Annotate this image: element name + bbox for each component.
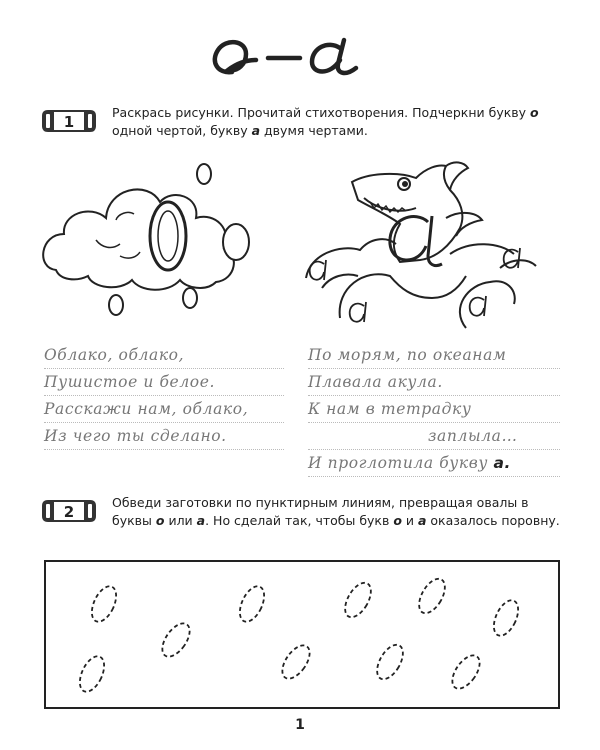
poem-line: заплыла… bbox=[308, 423, 560, 450]
title-letter-a bbox=[312, 40, 356, 73]
letter-a: а bbox=[251, 123, 261, 138]
page-number: 1 bbox=[295, 717, 305, 733]
wave bbox=[306, 239, 396, 278]
letter-o: о bbox=[155, 513, 165, 528]
poem-line: Облако, облако, bbox=[44, 342, 284, 369]
dashed-oval[interactable] bbox=[157, 619, 195, 662]
dashed-oval[interactable] bbox=[414, 575, 450, 618]
poem-shark bbox=[308, 342, 560, 477]
letter-a: а. bbox=[493, 454, 512, 472]
small-letter-a bbox=[470, 296, 486, 316]
dashed-oval[interactable] bbox=[489, 597, 523, 640]
task-2-badge bbox=[40, 498, 98, 524]
letter-o: о bbox=[530, 105, 539, 120]
big-letter-a bbox=[390, 216, 442, 266]
dashed-oval[interactable] bbox=[447, 651, 485, 694]
poem-line: К нам в тетрадку bbox=[308, 396, 560, 423]
small-letter-a bbox=[310, 260, 326, 280]
poem-line: По морям, по океанам bbox=[308, 342, 560, 369]
bubble bbox=[109, 295, 123, 315]
dashed-oval[interactable] bbox=[340, 579, 376, 622]
letter-a: а bbox=[196, 513, 206, 528]
shark-fin bbox=[446, 162, 468, 190]
task-1-number: 1 bbox=[63, 113, 75, 131]
letter-o: о bbox=[393, 513, 402, 528]
wave bbox=[460, 281, 515, 328]
task-2-number: 2 bbox=[63, 503, 75, 521]
task-1-text: Раскрась рисунки. Прочитай стихотворения. Подчеркни букву о одной чертой, букву а двумя чертами. bbox=[112, 105, 539, 138]
wave bbox=[322, 275, 358, 289]
letter-a: а bbox=[418, 513, 427, 528]
task-2-text: Обведи заготовки по пунктирным линиям, превращая овалы в буквы о или а. Но сделай так, чтобы букв о и а оказалось поровну. bbox=[112, 495, 560, 528]
task-1-badge bbox=[40, 108, 98, 134]
dashed-oval[interactable] bbox=[372, 641, 408, 684]
shark-tail-fin bbox=[446, 213, 482, 236]
dashed-oval[interactable] bbox=[235, 583, 269, 626]
cloud-outline bbox=[43, 189, 234, 289]
cloud-illustration bbox=[36, 160, 276, 330]
poem-cloud bbox=[44, 342, 284, 450]
wave bbox=[340, 274, 466, 318]
poem-line: И проглотила букву а. bbox=[308, 450, 560, 477]
title-letter-o bbox=[215, 42, 256, 72]
title-o-a bbox=[0, 14, 600, 84]
wave bbox=[450, 244, 514, 254]
dashed-oval[interactable] bbox=[87, 583, 121, 626]
poem-line: Плавала акула. bbox=[308, 369, 560, 396]
dashed-oval[interactable] bbox=[277, 641, 315, 684]
bubble bbox=[223, 224, 249, 260]
dashed-oval[interactable] bbox=[75, 653, 109, 696]
poem-line: Из чего ты сделано. bbox=[44, 423, 284, 450]
bubble bbox=[183, 288, 197, 308]
bubble bbox=[197, 164, 211, 184]
small-letter-a bbox=[350, 302, 366, 322]
tracing-area[interactable] bbox=[44, 560, 560, 709]
poem-line: Расскажи нам, облако, bbox=[44, 396, 284, 423]
poem-line: Пушистое и белое. bbox=[44, 369, 284, 396]
small-letter-a bbox=[504, 248, 520, 268]
shark-illustration bbox=[300, 158, 560, 338]
dashed-ovals bbox=[46, 562, 558, 707]
